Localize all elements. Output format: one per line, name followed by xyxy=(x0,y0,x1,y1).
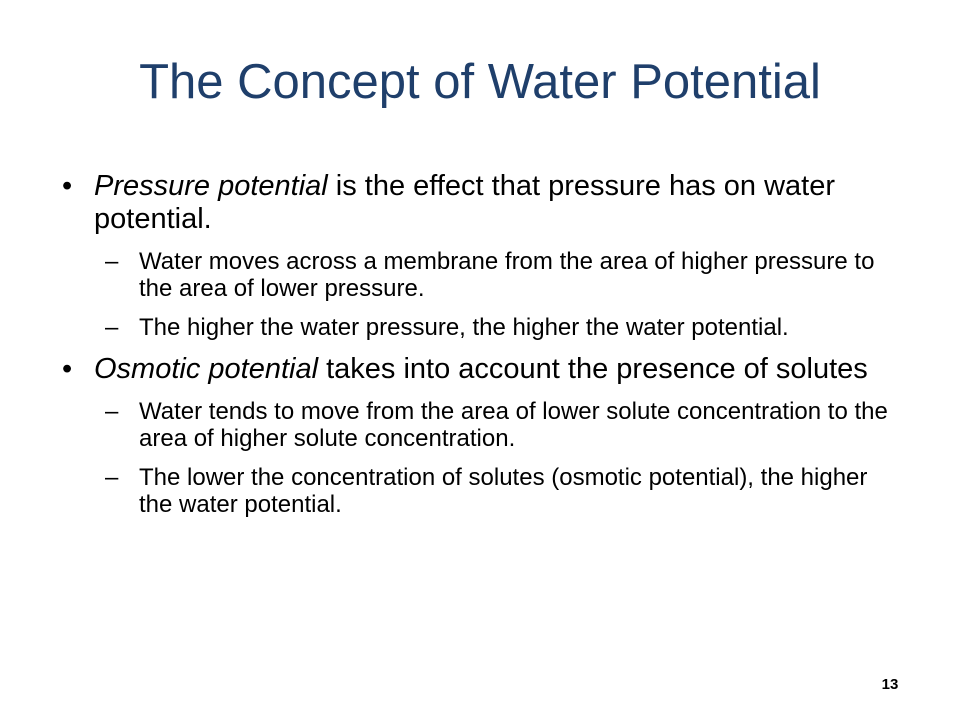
dash-marker: – xyxy=(105,248,119,275)
subpoint-text: Water moves across a membrane from the area of higher pressure to the area of lower pressure. xyxy=(139,248,875,302)
dash-marker: – xyxy=(105,464,119,491)
subpoint-text: The lower the concentration of solutes (osmotic potential), the higher the water potential. xyxy=(139,464,868,518)
bullet-term: Osmotic potential xyxy=(94,353,319,385)
bullet-term: Pressure potential xyxy=(94,170,328,202)
subpoint xyxy=(62,398,902,452)
bullet-text: is the effect that pressure has on water potential. xyxy=(94,170,835,235)
subpoint xyxy=(62,464,902,518)
bullet-marker: • xyxy=(62,353,73,385)
page-number: 13 xyxy=(881,676,899,693)
bullet-osmotic-potential xyxy=(62,353,902,386)
dash-marker: – xyxy=(105,398,119,425)
subpoint xyxy=(62,314,902,341)
subpoint xyxy=(62,248,902,302)
slide-content xyxy=(62,170,902,530)
bullet-text: takes into account the presence of solutes xyxy=(318,353,868,385)
subpoint-text: The higher the water pressure, the higher the water potential. xyxy=(139,314,789,341)
dash-marker: – xyxy=(105,314,119,341)
bullet-marker: • xyxy=(62,170,73,202)
slide-title: The Concept of Water Potential xyxy=(139,55,821,109)
bullet-pressure-potential xyxy=(62,170,902,236)
subpoint-text: Water tends to move from the area of lower solute concentration to the area of higher solute concentration. xyxy=(139,398,888,452)
